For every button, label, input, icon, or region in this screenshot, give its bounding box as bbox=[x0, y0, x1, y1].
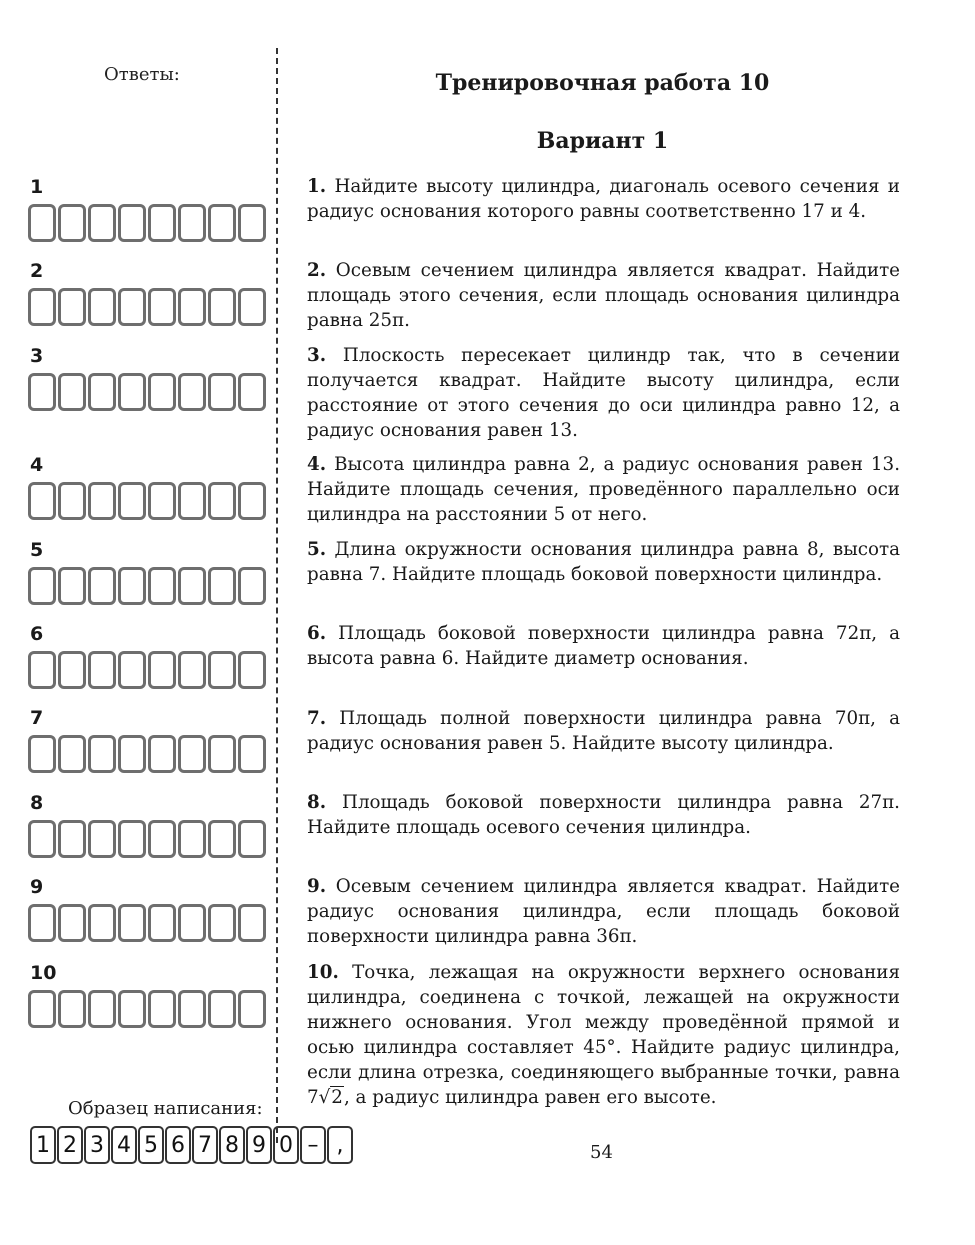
answer-field[interactable] bbox=[28, 904, 268, 942]
answer-cell[interactable] bbox=[58, 204, 86, 242]
problem-number: 1. bbox=[307, 176, 327, 197]
problem-6 bbox=[307, 621, 900, 671]
problem-9 bbox=[307, 874, 900, 949]
sample-label: Образец написания: bbox=[68, 1098, 263, 1119]
answer-cell[interactable] bbox=[28, 204, 56, 242]
answer-cell[interactable] bbox=[238, 482, 266, 520]
problem-text: Плоскость пересекает цилиндр так, что в сечении получается квадрат. Найдите высоту цилиндра, если расстояние от этого сечения до оси цилиндра равно 12, а радиус основания равен 13. bbox=[307, 345, 901, 441]
answer-cell[interactable] bbox=[178, 820, 206, 858]
problem-4 bbox=[307, 452, 900, 527]
answer-cell[interactable] bbox=[238, 651, 266, 689]
answer-number: 2 bbox=[30, 260, 44, 282]
problem-number: 5. bbox=[307, 539, 327, 560]
sample-char-cell: 0 bbox=[273, 1126, 299, 1164]
sample-char-cell: 3 bbox=[84, 1126, 110, 1164]
sample-row bbox=[30, 1126, 354, 1164]
answer-cell[interactable] bbox=[148, 990, 176, 1028]
answer-cell[interactable] bbox=[88, 373, 116, 411]
answer-cell[interactable] bbox=[178, 651, 206, 689]
answer-cell[interactable] bbox=[58, 567, 86, 605]
answer-cell[interactable] bbox=[28, 735, 56, 773]
answer-cell[interactable] bbox=[238, 204, 266, 242]
answer-cell[interactable] bbox=[208, 820, 236, 858]
answer-cell[interactable] bbox=[28, 651, 56, 689]
sample-char-cell: 1 bbox=[30, 1126, 56, 1164]
answer-cell[interactable] bbox=[28, 990, 56, 1028]
problem-number: 2. bbox=[307, 260, 327, 281]
answer-number: 10 bbox=[30, 962, 57, 984]
answer-cell[interactable] bbox=[238, 288, 266, 326]
answer-cell[interactable] bbox=[58, 990, 86, 1028]
answer-cell[interactable] bbox=[118, 735, 146, 773]
answer-cell[interactable] bbox=[118, 651, 146, 689]
problem-number: 9. bbox=[307, 876, 327, 897]
answer-cell[interactable] bbox=[118, 820, 146, 858]
answer-cell[interactable] bbox=[148, 820, 176, 858]
dashed-divider bbox=[276, 48, 278, 1143]
answer-cell[interactable] bbox=[178, 204, 206, 242]
problem-number: 8. bbox=[307, 792, 327, 813]
problem-text: Площадь боковой поверхности цилиндра равна 72π, а высота равна 6. Найдите диаметр основания. bbox=[307, 623, 900, 669]
page-number: 54 bbox=[590, 1142, 613, 1163]
answer-cell[interactable] bbox=[28, 567, 56, 605]
sample-char-cell: 2 bbox=[57, 1126, 83, 1164]
answer-number: 5 bbox=[30, 539, 44, 561]
answer-cell[interactable] bbox=[58, 904, 86, 942]
answer-cell[interactable] bbox=[28, 373, 56, 411]
answer-number: 3 bbox=[30, 345, 44, 367]
answer-number: 7 bbox=[30, 707, 44, 729]
answer-cell[interactable] bbox=[148, 567, 176, 605]
answer-cell[interactable] bbox=[58, 288, 86, 326]
problem-number: 10. bbox=[307, 962, 339, 983]
answer-cell[interactable] bbox=[58, 482, 86, 520]
answers-label: Ответы: bbox=[104, 64, 180, 85]
problem-text: Осевым сечением цилиндра является квадрат. Найдите радиус основания цилиндра, если площадь боковой поверхности цилиндра равна 36π. bbox=[307, 876, 900, 947]
answer-field[interactable] bbox=[28, 651, 268, 689]
problem-number: 6. bbox=[307, 623, 327, 644]
answer-cell[interactable] bbox=[118, 567, 146, 605]
answer-cell[interactable] bbox=[208, 735, 236, 773]
answer-cell[interactable] bbox=[208, 204, 236, 242]
problem-number: 4. bbox=[307, 454, 327, 475]
answer-cell[interactable] bbox=[238, 735, 266, 773]
answer-cell[interactable] bbox=[88, 288, 116, 326]
answer-cell[interactable] bbox=[118, 373, 146, 411]
answer-number: 1 bbox=[30, 176, 44, 198]
answer-cell[interactable] bbox=[58, 735, 86, 773]
answer-cell[interactable] bbox=[208, 567, 236, 605]
sqrt-symbol: √ bbox=[318, 1087, 331, 1108]
answer-cell[interactable] bbox=[88, 567, 116, 605]
sample-char-cell: 5 bbox=[138, 1126, 164, 1164]
sample-char-cell: 4 bbox=[111, 1126, 137, 1164]
answer-cell[interactable] bbox=[178, 990, 206, 1028]
sample-char-cell: 9 bbox=[246, 1126, 272, 1164]
answer-cell[interactable] bbox=[148, 904, 176, 942]
answer-cell[interactable] bbox=[58, 373, 86, 411]
answer-field[interactable] bbox=[28, 373, 268, 411]
problem-text: Длина окружности основания цилиндра равна 8, высота равна 7. Найдите площадь боковой поверхности цилиндра. bbox=[307, 539, 901, 585]
answer-cell[interactable] bbox=[148, 204, 176, 242]
sample-char-cell: – bbox=[300, 1126, 326, 1164]
answer-cell[interactable] bbox=[118, 288, 146, 326]
answer-cell[interactable] bbox=[148, 373, 176, 411]
answer-number: 9 bbox=[30, 876, 44, 898]
answer-cell[interactable] bbox=[208, 373, 236, 411]
answer-cell[interactable] bbox=[178, 567, 206, 605]
problem-text: Точка, лежащая на окружности верхнего основания цилиндра, соединена с точкой, лежащей на окружности нижнего основания. Угол между проведённой прямой и осью цилиндра составляет 45°. Найдите радиус цилиндра, если длина отрезка, соединяющего выбранные точки, равна 7 bbox=[307, 962, 900, 1108]
answer-cell[interactable] bbox=[148, 288, 176, 326]
answer-cell[interactable] bbox=[208, 990, 236, 1028]
answer-cell[interactable] bbox=[238, 567, 266, 605]
answer-cell[interactable] bbox=[178, 904, 206, 942]
problem-5 bbox=[307, 537, 900, 587]
problem-text: Осевым сечением цилиндра является квадрат. Найдите площадь этого сечения, если площадь основания цилиндра равна 25π. bbox=[307, 260, 900, 331]
answer-cell[interactable] bbox=[178, 373, 206, 411]
problem-7 bbox=[307, 706, 900, 756]
answer-cell[interactable] bbox=[178, 288, 206, 326]
answer-cell[interactable] bbox=[28, 820, 56, 858]
answer-cell[interactable] bbox=[58, 820, 86, 858]
answer-cell[interactable] bbox=[148, 651, 176, 689]
sample-char-cell: 6 bbox=[165, 1126, 191, 1164]
answer-number: 4 bbox=[30, 454, 44, 476]
problem-text-end: , а радиус цилиндра равен его высоте. bbox=[343, 1087, 717, 1108]
answer-cell[interactable] bbox=[118, 204, 146, 242]
answer-cell[interactable] bbox=[118, 990, 146, 1028]
answer-cell[interactable] bbox=[238, 990, 266, 1028]
problem-2 bbox=[307, 258, 900, 333]
answer-cell[interactable] bbox=[208, 651, 236, 689]
answer-cell[interactable] bbox=[238, 820, 266, 858]
problem-text: Высота цилиндра равна 2, а радиус основания равен 13. Найдите площадь сечения, проведённого параллельно оси цилиндра на расстоянии 5 от него. bbox=[307, 454, 901, 525]
answer-cell[interactable] bbox=[88, 990, 116, 1028]
answer-field[interactable] bbox=[28, 482, 268, 520]
answer-cell[interactable] bbox=[118, 904, 146, 942]
sqrt-argument: 2 bbox=[331, 1087, 343, 1108]
answer-cell[interactable] bbox=[208, 288, 236, 326]
answer-field[interactable] bbox=[28, 820, 268, 858]
answer-cell[interactable] bbox=[88, 904, 116, 942]
answer-cell[interactable] bbox=[28, 482, 56, 520]
answer-cell[interactable] bbox=[208, 482, 236, 520]
answer-cell[interactable] bbox=[28, 904, 56, 942]
answer-number: 8 bbox=[30, 792, 44, 814]
page-title: Тренировочная работа 10 bbox=[435, 70, 770, 96]
answer-cell[interactable] bbox=[148, 735, 176, 773]
answer-field[interactable] bbox=[28, 288, 268, 326]
variant-title: Вариант 1 bbox=[536, 128, 669, 154]
answer-cell[interactable] bbox=[28, 288, 56, 326]
answer-cell[interactable] bbox=[238, 373, 266, 411]
answer-cell[interactable] bbox=[88, 482, 116, 520]
answer-cell[interactable] bbox=[88, 735, 116, 773]
sample-char-cell: 8 bbox=[219, 1126, 245, 1164]
problem-3 bbox=[307, 343, 900, 443]
answer-cell[interactable] bbox=[118, 482, 146, 520]
answer-field[interactable] bbox=[28, 204, 268, 242]
problem-text: Площадь полной поверхности цилиндра равна 70π, а радиус основания равен 5. Найдите высоту цилиндра. bbox=[307, 708, 901, 754]
sample-char-cell: , bbox=[327, 1126, 353, 1164]
answer-field[interactable] bbox=[28, 990, 268, 1028]
answer-number: 6 bbox=[30, 623, 44, 645]
answer-cell[interactable] bbox=[148, 482, 176, 520]
answer-cell[interactable] bbox=[88, 651, 116, 689]
answer-cell[interactable] bbox=[88, 820, 116, 858]
problem-1 bbox=[307, 174, 900, 224]
answer-cell[interactable] bbox=[238, 904, 266, 942]
answer-cell[interactable] bbox=[88, 204, 116, 242]
answer-cell[interactable] bbox=[58, 651, 86, 689]
answer-cell[interactable] bbox=[178, 735, 206, 773]
problem-text: Найдите высоту цилиндра, диагональ осевого сечения и радиус основания которого равны соответственно 17 и 4. bbox=[307, 176, 900, 222]
answer-cell[interactable] bbox=[178, 482, 206, 520]
problem-number: 3. bbox=[307, 345, 327, 366]
answer-cell[interactable] bbox=[208, 904, 236, 942]
sample-char-cell: 7 bbox=[192, 1126, 218, 1164]
problem-10 bbox=[307, 960, 900, 1110]
problem-8 bbox=[307, 790, 900, 840]
answer-field[interactable] bbox=[28, 735, 268, 773]
problem-text: Площадь боковой поверхности цилиндра равна 27π. Найдите площадь осевого сечения цилиндра. bbox=[307, 792, 900, 838]
answer-field[interactable] bbox=[28, 567, 268, 605]
problem-number: 7. bbox=[307, 708, 327, 729]
